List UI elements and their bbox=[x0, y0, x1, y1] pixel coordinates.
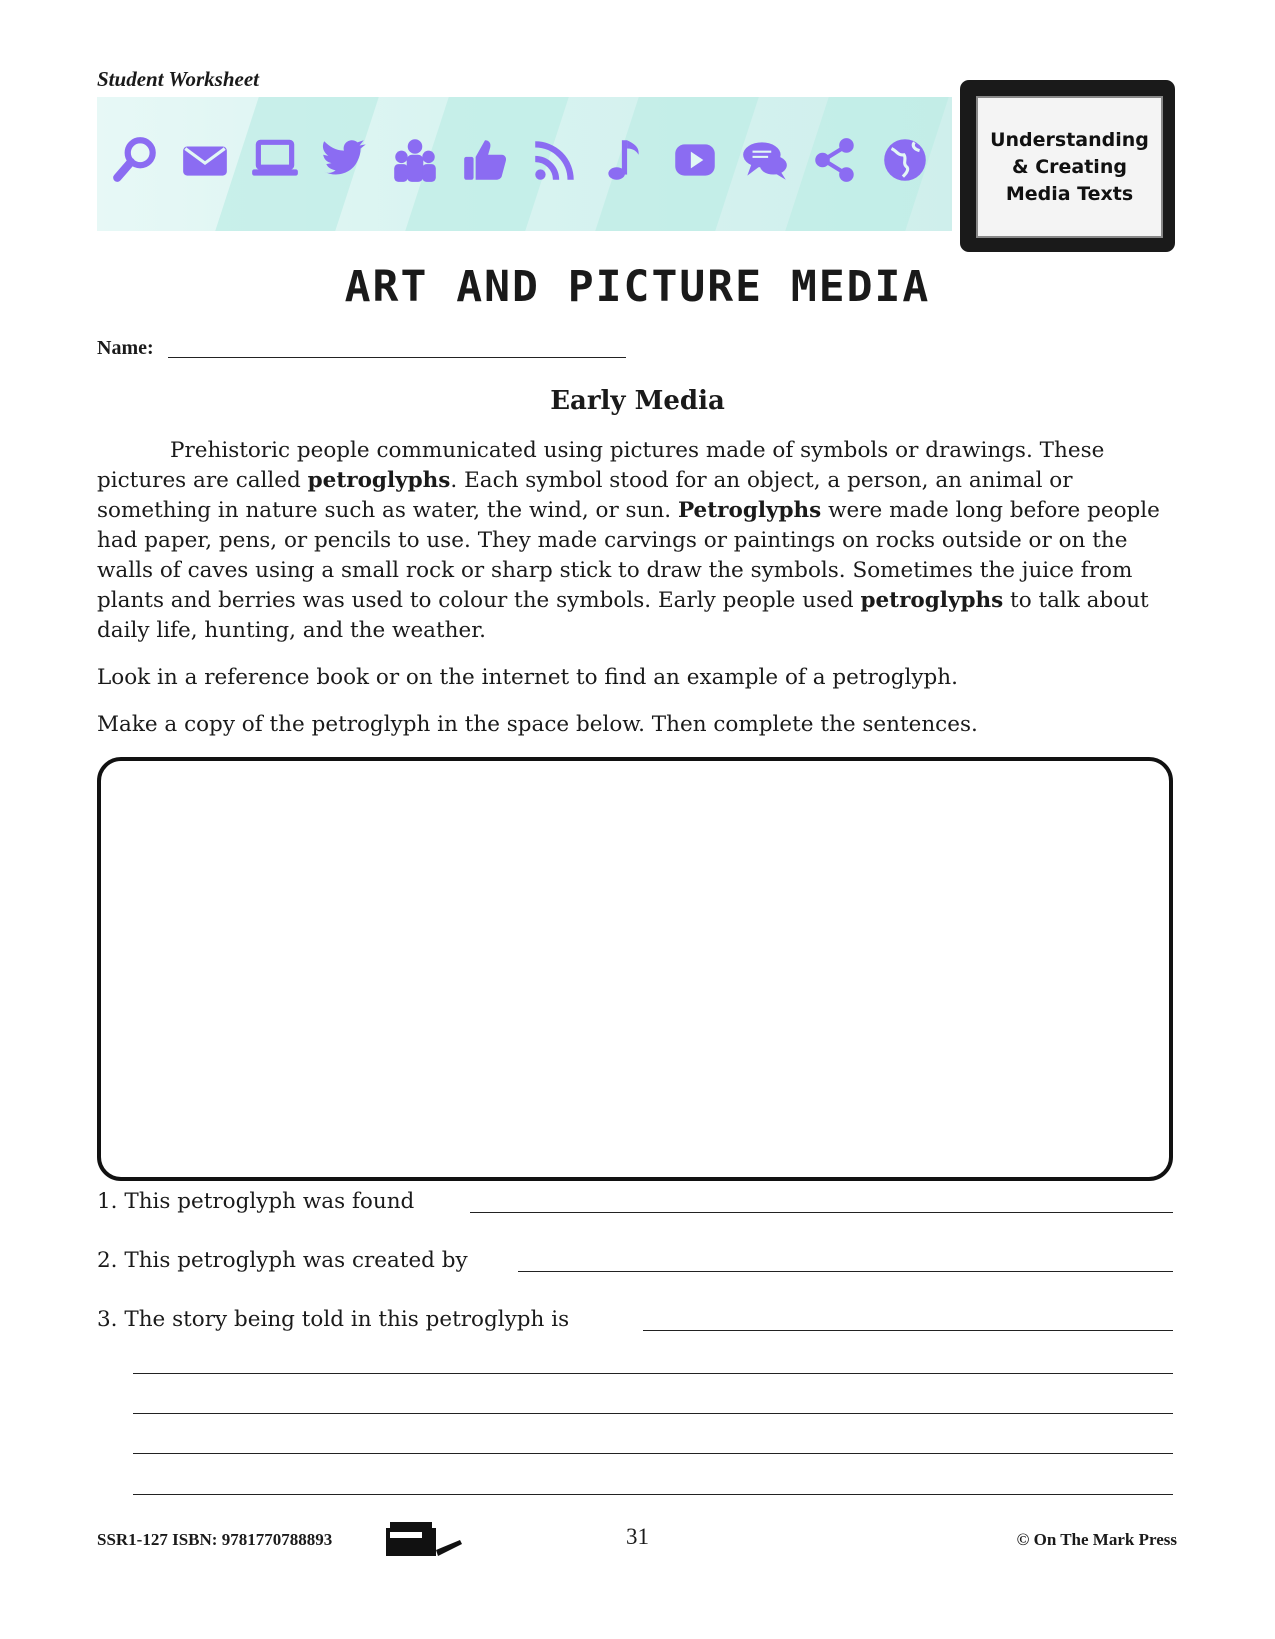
laptop-icon bbox=[247, 132, 303, 188]
section-title: Early Media bbox=[550, 386, 725, 416]
question-1: 1. This petroglyph was found bbox=[97, 1189, 415, 1214]
instruction-paragraph: Look in a reference book or on the internet to find an example of a petroglyph. bbox=[97, 665, 958, 690]
footer-publisher: © On The Mark Press bbox=[1016, 1530, 1177, 1549]
media-icons-banner bbox=[97, 97, 952, 231]
music-note-icon bbox=[597, 132, 653, 188]
twitter-icon bbox=[317, 132, 373, 188]
bold-term: Petroglyphs bbox=[677, 498, 822, 523]
footer-isbn: SSR1-127 ISBN: 9781770788893 bbox=[97, 1530, 333, 1549]
tablet-text-line: Understanding bbox=[990, 128, 1149, 151]
page-number: 31 bbox=[626, 1524, 649, 1549]
page-title: ART AND PICTURE MEDIA bbox=[344, 262, 931, 312]
share-icon bbox=[807, 132, 863, 188]
globe-icon bbox=[877, 132, 933, 188]
tablet-text-line: Media Texts bbox=[1005, 182, 1134, 205]
paragraph-text: Prehistoric people communicated using pictures made of symbols or drawings. bbox=[170, 438, 1033, 463]
thumbs-up-icon bbox=[457, 132, 513, 188]
tablet-text-line: & Creating bbox=[1012, 155, 1127, 178]
mail-icon bbox=[177, 132, 233, 188]
search-icon bbox=[107, 132, 163, 188]
answer-line[interactable] bbox=[133, 1413, 1173, 1414]
question-2: 2. This petroglyph was created by bbox=[97, 1248, 468, 1273]
question-3: 3. The story being told in this petroglyph is bbox=[97, 1307, 570, 1332]
answer-line[interactable] bbox=[133, 1373, 1173, 1374]
answer-line[interactable] bbox=[643, 1330, 1173, 1331]
bold-term: petroglyphs bbox=[307, 468, 451, 493]
worksheet-label: Student Worksheet bbox=[97, 67, 260, 91]
answer-line[interactable] bbox=[470, 1212, 1173, 1213]
intro-paragraph bbox=[97, 436, 1177, 646]
paragraph-text: were made long before people had paper, pens, or pencils to use. They made carvings or paintings on rocks outside or on the walls of caves using a small rock or sharp stick to draw the symbols. Sometimes the juice from plants and berries was used to colour the symbols. Early people used bbox=[97, 498, 1160, 613]
answer-line[interactable] bbox=[518, 1271, 1173, 1272]
instruction-paragraph: Make a copy of the petroglyph in the space below. Then complete the sentences. bbox=[97, 712, 978, 737]
rss-icon bbox=[527, 132, 583, 188]
name-field[interactable] bbox=[168, 357, 626, 358]
tablet-screen bbox=[976, 96, 1163, 238]
answer-line[interactable] bbox=[133, 1453, 1173, 1454]
bold-term: petroglyphs bbox=[860, 588, 1004, 613]
paragraph-text: These pictures are called bbox=[97, 438, 1105, 493]
paragraph-text: . Each symbol stood for an object, a person, an animal or something in nature such as water, the wind, or sun. bbox=[97, 468, 1073, 523]
answer-line[interactable] bbox=[133, 1494, 1173, 1495]
name-label: Name: bbox=[97, 337, 154, 359]
drawing-area[interactable] bbox=[97, 757, 1173, 1181]
chat-icon bbox=[737, 132, 793, 188]
play-icon bbox=[667, 132, 723, 188]
paragraph-text: to talk about daily life, hunting, and the weather. bbox=[97, 588, 1149, 643]
group-icon bbox=[387, 132, 443, 188]
